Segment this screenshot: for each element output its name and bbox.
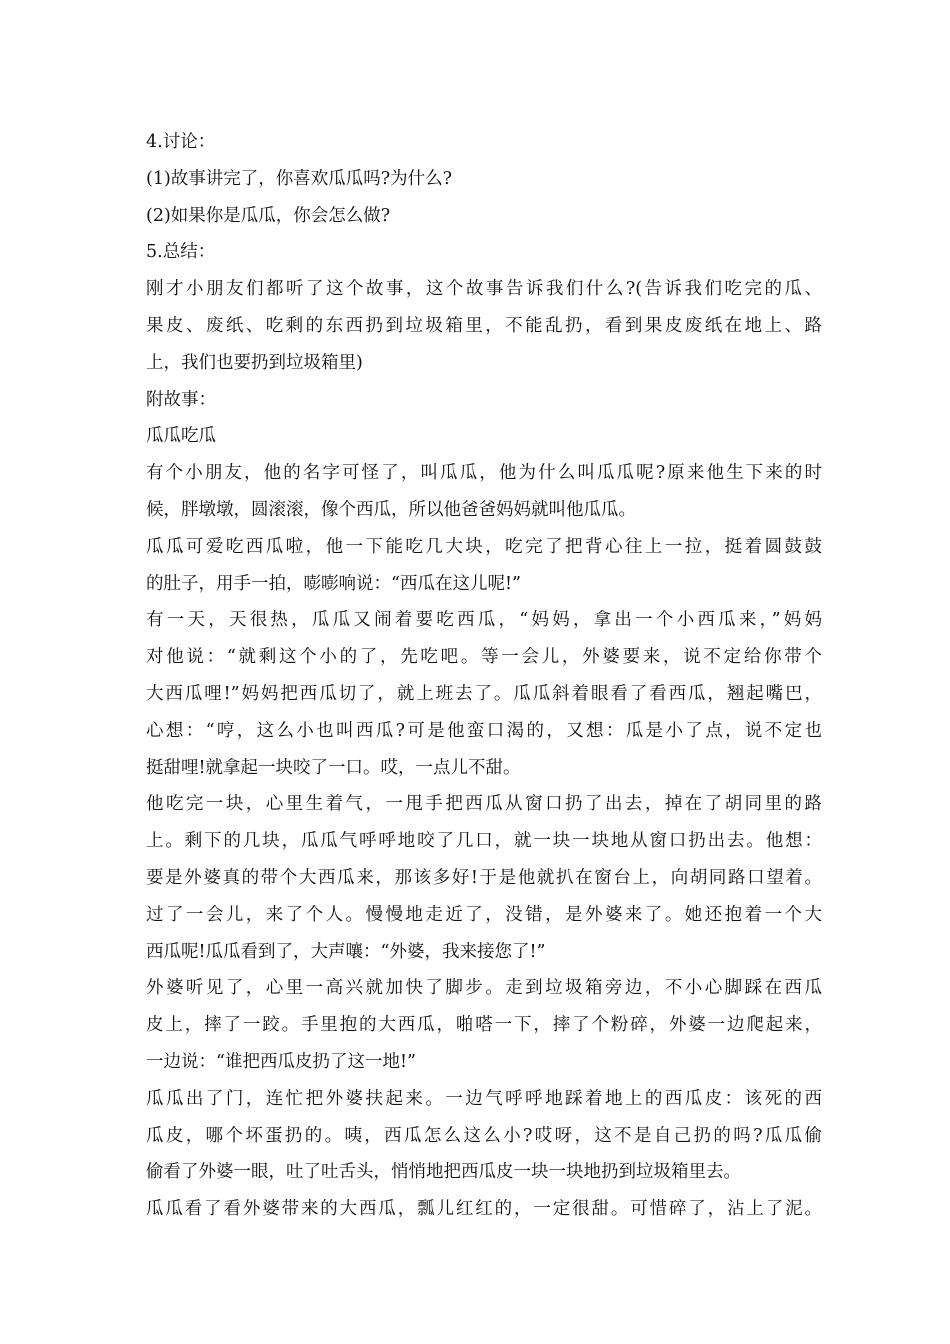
- text-line: 要是外婆真的带个大西瓜来，那该多好!于是他就扒在窗台上，向胡同路口望着。: [146, 867, 822, 888]
- text-line: 瓜瓜可爱吃西瓜啦，他一下能吃几大块，吃完了把背心往上一拉，挺着圆鼓鼓: [146, 536, 822, 557]
- text-line: (1)故事讲完了，你喜欢瓜瓜吗?为什么?: [146, 168, 453, 189]
- text-line: 挺甜哩!就拿起一块咬了一口。哎，一点儿不甜。: [146, 757, 521, 778]
- text-line: 大西瓜哩!”妈妈把西瓜切了，就上班去了。瓜瓜斜着眼看了看西瓜，翘起嘴巴，: [146, 683, 822, 704]
- text-line: 附故事：: [146, 389, 216, 410]
- text-line: 4.讨论：: [146, 132, 216, 152]
- text-line: 瓜皮，哪个坏蛋扔的。咦，西瓜怎么这么小?哎呀，这不是自己扔的吗?瓜瓜偷: [146, 1125, 822, 1146]
- text-line: 心想：“哼，这么小也叫西瓜?可是他蛮口渴的，又想：瓜是小了点，说不定也: [146, 720, 822, 741]
- text-line: 的肚子，用手一拍，嘭嘭响说：“西瓜在这儿呢!”: [146, 573, 521, 594]
- text-line: 皮上，摔了一跤。手里抱的大西瓜，啪嗒一下，摔了个粉碎，外婆一边爬起来，: [146, 1015, 822, 1036]
- text-line: 一边说：“谁把西瓜皮扔了这一地!”: [146, 1051, 416, 1072]
- text-line: 外婆听见了，心里一高兴就加快了脚步。走到垃圾箱旁边，不小心脚踩在西瓜: [146, 978, 822, 999]
- text-line: 有个小朋友，他的名字可怪了，叫瓜瓜，他为什么叫瓜瓜呢?原来他生下来的时: [146, 463, 822, 484]
- text-line: 偷看了外婆一眼，吐了吐舌头，悄悄地把西瓜皮一块一块地扔到垃圾箱里去。: [146, 1162, 741, 1183]
- text-line: 有一天，天很热，瓜瓜又闹着要吃西瓜，“妈妈，拿出一个小西瓜来，”妈妈: [146, 610, 822, 631]
- text-line: 瓜瓜吃瓜: [146, 426, 216, 447]
- text-line: 对他说：“就剩这个小的了，先吃吧。等一会儿，外婆要来，说不定给你带个: [146, 647, 822, 668]
- text-line: 西瓜呢!瓜瓜看到了，大声嚷：“外婆，我来接您了!”: [146, 941, 546, 962]
- text-line: 上。剩下的几块，瓜瓜气呼呼地咬了几口，就一块一块地从窗口扔出去。他想：: [146, 831, 822, 852]
- text-line: 瓜瓜出了门，连忙把外婆扶起来。一边气呼呼地踩着地上的西瓜皮：该死的西: [146, 1088, 822, 1109]
- document-body: [146, 124, 822, 1228]
- text-line: 瓜瓜看了看外婆带来的大西瓜，瓢儿红红的，一定很甜。可惜碎了，沾上了泥。: [146, 1199, 822, 1220]
- text-line: 他吃完一块，心里生着气，一甩手把西瓜从窗口扔了出去，掉在了胡同里的路: [146, 794, 822, 815]
- text-line: 5.总结：: [146, 242, 216, 263]
- text-line: (2)如果你是瓜瓜，你会怎么做?: [146, 205, 391, 226]
- text-line: 果皮、废纸、吃剩的东西扔到垃圾箱里，不能乱扔，看到果皮废纸在地上、路: [146, 315, 822, 336]
- text-line: 过了一会儿，来了个人。慢慢地走近了，没错，是外婆来了。她还抱着一个大: [146, 904, 822, 925]
- text-line: 候，胖墩墩，圆滚滚，像个西瓜，所以他爸爸妈妈就叫他瓜瓜。: [146, 499, 636, 520]
- text-line: 上，我们也要扔到垃圾箱里): [146, 352, 363, 373]
- text-line: 刚才小朋友们都听了这个故事，这个故事告诉我们什么?(告诉我们吃完的瓜、: [146, 279, 822, 300]
